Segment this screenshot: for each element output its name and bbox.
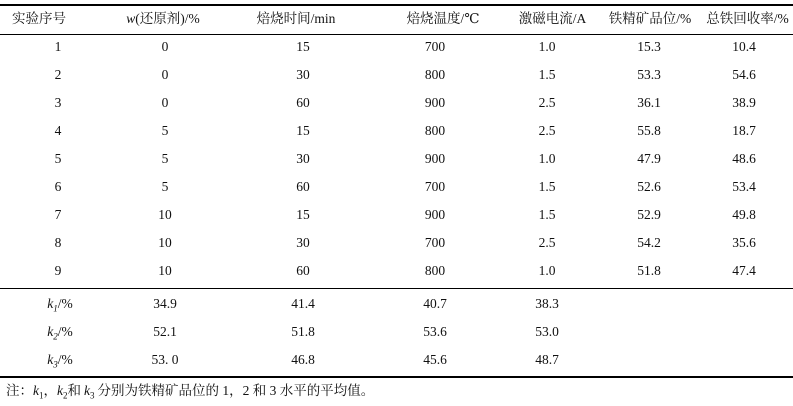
cell-reductant: 5: [161, 179, 169, 194]
cell-total-recovery: 47.4: [732, 263, 756, 278]
cell-reductant: 52.1: [153, 324, 177, 339]
table-row: [0, 37, 793, 57]
cell-reductant: 5: [161, 123, 169, 138]
table-row: [0, 233, 793, 253]
cell-excitation-current: 53.0: [535, 324, 559, 339]
header-reductant-label: (还原剂)/%: [135, 11, 200, 26]
note-k3: k: [84, 383, 90, 398]
cell-iron-grade: 47.9: [637, 151, 661, 166]
cell-roast-temp: 40.7: [423, 296, 447, 311]
table-row: [0, 65, 793, 85]
cell-iron-grade: 15.3: [637, 39, 661, 54]
cell-reductant: 0: [161, 39, 169, 54]
k-symbol: k: [47, 352, 54, 367]
cell-trial-no: 2: [54, 67, 62, 82]
cell-excitation-current: 2.5: [538, 95, 556, 110]
table-top-rule: [0, 4, 793, 6]
k-label: [30, 294, 90, 319]
table-summary-rule: [0, 288, 793, 289]
cell-excitation-current: 38.3: [535, 296, 559, 311]
cell-total-recovery: 38.9: [732, 95, 756, 110]
note-and: 和: [67, 383, 81, 398]
cell-iron-grade: 52.9: [637, 207, 661, 222]
k-average-row: [0, 294, 793, 314]
cell-trial-no: 7: [54, 207, 62, 222]
cell-total-recovery: 53.4: [732, 179, 756, 194]
cell-roast-time: 60: [296, 263, 310, 278]
cell-iron-grade: 55.8: [637, 123, 661, 138]
cell-iron-grade: 51.8: [637, 263, 661, 278]
cell-reductant: 34.9: [153, 296, 177, 311]
table-row: [0, 205, 793, 225]
cell-excitation-current: 1.0: [538, 151, 556, 166]
table-header-rule: [0, 34, 793, 35]
table-footnote: [6, 381, 374, 406]
cell-roast-time: 15: [296, 207, 310, 222]
cell-roast-temp: 53.6: [423, 324, 447, 339]
cell-roast-temp: 900: [424, 151, 446, 166]
cell-excitation-current: 2.5: [538, 123, 556, 138]
cell-roast-temp: 900: [424, 207, 446, 222]
k-symbol: k: [47, 324, 54, 339]
cell-excitation-current: 1.0: [538, 39, 556, 54]
cell-reductant: 0: [161, 95, 169, 110]
cell-excitation-current: 1.5: [538, 179, 556, 194]
cell-roast-time: 46.8: [291, 352, 315, 367]
cell-trial-no: 5: [54, 151, 62, 166]
cell-excitation-current: 1.0: [538, 263, 556, 278]
cell-roast-temp: 800: [424, 263, 446, 278]
k-average-row: [0, 322, 793, 342]
header-iron-grade: 铁精矿品位/%: [608, 11, 692, 26]
cell-roast-time: 60: [296, 179, 310, 194]
cell-reductant: 5: [161, 151, 169, 166]
note-prefix: 注：: [6, 383, 33, 398]
cell-roast-time: 60: [296, 95, 310, 110]
note-k3-sub: 3: [90, 390, 95, 401]
cell-trial-no: 8: [54, 235, 62, 250]
cell-roast-temp: 700: [424, 179, 446, 194]
table-bottom-rule: [0, 376, 793, 378]
note-comma: ，: [43, 383, 57, 398]
cell-roast-temp: 700: [424, 39, 446, 54]
k-unit: /%: [57, 296, 73, 311]
cell-trial-no: 6: [54, 179, 62, 194]
k-subscript: 3: [53, 359, 58, 370]
cell-roast-temp: 800: [424, 67, 446, 82]
cell-iron-grade: 54.2: [637, 235, 661, 250]
table-header-row: [0, 9, 793, 29]
cell-roast-time: 30: [296, 67, 310, 82]
cell-reductant: 10: [158, 263, 172, 278]
cell-reductant: 10: [158, 235, 172, 250]
k-unit: /%: [57, 324, 73, 339]
cell-roast-time: 15: [296, 123, 310, 138]
cell-roast-temp: 45.6: [423, 352, 447, 367]
k-average-row: [0, 350, 793, 370]
table-row: [0, 121, 793, 141]
table-row: [0, 149, 793, 169]
header-excitation-current: 激磁电流/A: [518, 11, 587, 26]
cell-excitation-current: 48.7: [535, 352, 559, 367]
cell-total-recovery: 48.6: [732, 151, 756, 166]
k-label: [30, 350, 90, 375]
note-k1: k: [33, 383, 39, 398]
cell-roast-time: 15: [296, 39, 310, 54]
note-text: 分别为铁精矿品位的 1，2 和 3 水平的平均值。: [97, 383, 375, 398]
k-subscript: 1: [53, 303, 58, 314]
cell-roast-time: 51.8: [291, 324, 315, 339]
k-subscript: 2: [53, 331, 58, 342]
cell-trial-no: 3: [54, 95, 62, 110]
cell-total-recovery: 35.6: [732, 235, 756, 250]
header-total-recovery: 总铁回收率/%: [706, 11, 789, 26]
cell-roast-time: 41.4: [291, 296, 315, 311]
cell-total-recovery: 10.4: [732, 39, 756, 54]
cell-iron-grade: 36.1: [637, 95, 661, 110]
table-row: [0, 261, 793, 281]
cell-iron-grade: 53.3: [637, 67, 661, 82]
header-w-symbol: w: [126, 11, 136, 26]
note-k1-sub: 1: [39, 390, 44, 401]
cell-trial-no: 1: [54, 39, 62, 54]
note-k2-sub: 2: [63, 390, 68, 401]
cell-trial-no: 4: [54, 123, 62, 138]
cell-trial-no: 9: [54, 263, 62, 278]
cell-reductant: 53. 0: [151, 352, 179, 367]
cell-reductant: 10: [158, 207, 172, 222]
header-reductant: [108, 9, 218, 29]
k-label: [30, 322, 90, 347]
cell-total-recovery: 54.6: [732, 67, 756, 82]
cell-reductant: 0: [161, 67, 169, 82]
cell-excitation-current: 1.5: [538, 67, 556, 82]
cell-excitation-current: 1.5: [538, 207, 556, 222]
cell-roast-temp: 900: [424, 95, 446, 110]
cell-roast-temp: 700: [424, 235, 446, 250]
cell-roast-temp: 800: [424, 123, 446, 138]
cell-total-recovery: 49.8: [732, 207, 756, 222]
header-roast-time: 焙烧时间/min: [256, 11, 336, 26]
cell-excitation-current: 2.5: [538, 235, 556, 250]
cell-iron-grade: 52.6: [637, 179, 661, 194]
header-trial-no: 实验序号: [12, 11, 66, 26]
cell-roast-time: 30: [296, 151, 310, 166]
k-unit: /%: [57, 352, 73, 367]
k-symbol: k: [47, 296, 54, 311]
cell-total-recovery: 18.7: [732, 123, 756, 138]
table-row: [0, 177, 793, 197]
header-roast-temp: 焙烧温度/℃: [406, 11, 480, 26]
table-row: [0, 93, 793, 113]
cell-roast-time: 30: [296, 235, 310, 250]
note-k2: k: [57, 383, 63, 398]
